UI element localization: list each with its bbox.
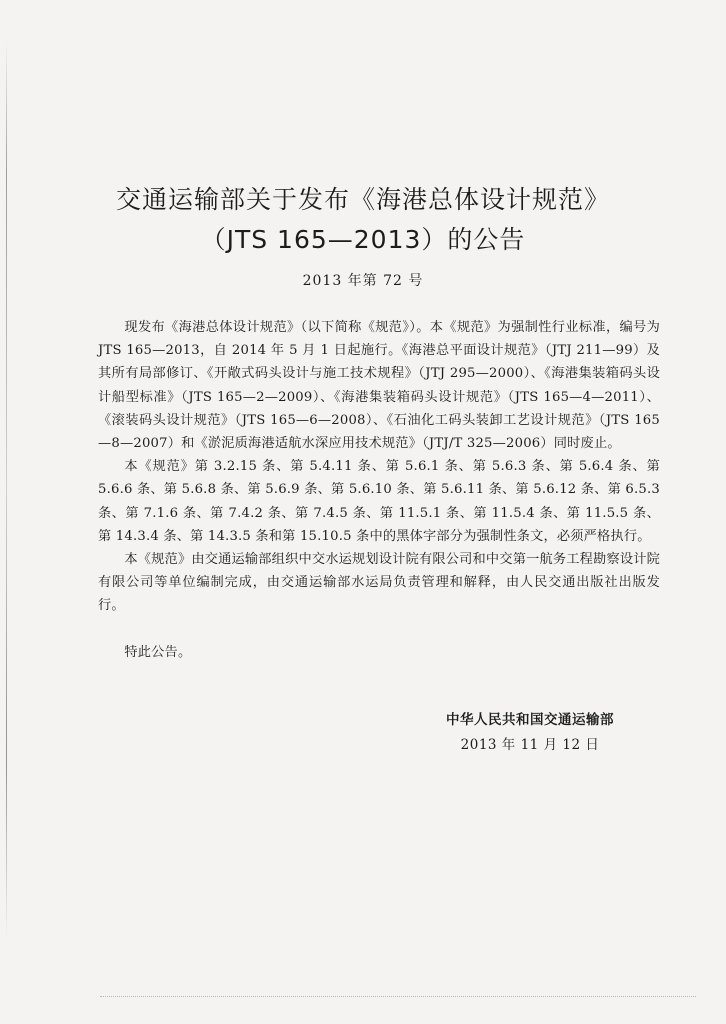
title-line-1: 交通运输部关于发布《海港总体设计规范》 (115, 185, 610, 214)
signature-block (420, 708, 640, 758)
signature-organization: 中华人民共和国交通运输部 (446, 712, 614, 728)
body-paragraph-2: 本《规范》第 3.2.15 条、第 5.4.11 条、第 5.6.1 条、第 5.6.3 条、第 5.6.4 条、第 5.6.6 条、第 5.6.8 条、第 5.6.9 条、第 5.6.10 条、第 5.6.11 条、第 5.6.12 条、第 6.5.3 条、第 7.1.6 条、第 7.4.2 条、第 7.4.5 条、第 11.5.1 条、第 11.5.4 条、第 11.5.5 条、第 14.3.4 条、第 14.3.5 条和第 15.10.5 条中的黑体字部分为强制性条文，必须严格执行。 (98, 459, 660, 544)
scan-binding-edge (6, 40, 7, 940)
announcement-title (0, 180, 726, 260)
closing-remark: 特此公告。 (124, 644, 192, 660)
title-line-2: （JTS 165—2013）的公告 (200, 225, 526, 254)
document-number: 2013 年第 72 号 (302, 273, 424, 289)
scan-bottom-artifact (100, 996, 696, 997)
announcement-body (98, 316, 660, 664)
body-paragraph-1: 现发布《海港总体设计规范》（以下简称《规范》）。本《规范》为强制性行业标准，编号为 JTS 165—2013，自 2014 年 5 月 1 日起施行。《海港总平面设计规范》（JTJ 211—99）及其所有局部修订、《开敞式码头设计与施工技术规程》（JTJ 295—2000）、《海港集装箱码头设计船型标准》（JTS 165—2—2009）、《海港集装箱码头设计规范》（JTS 165—4—2011）、《滚装码头设计规范》（JTS 165—6—2008）、《石油化工码头装卸工艺设计规范》（JTS 165—8—2007）和《淤泥质海港适航水深应用技术规范》（JTJ/T 325—2006）同时废止。 (98, 320, 660, 452)
body-paragraph-3: 本《规范》由交通运输部组织中交水运规划设计院有限公司和中交第一航务工程勘察设计院有限公司等单位编制完成，由交通运输部水运局负责管理和解释，由人民交通出版社出版发行。 (98, 552, 660, 614)
signature-date: 2013 年 11 月 12 日 (460, 737, 600, 753)
